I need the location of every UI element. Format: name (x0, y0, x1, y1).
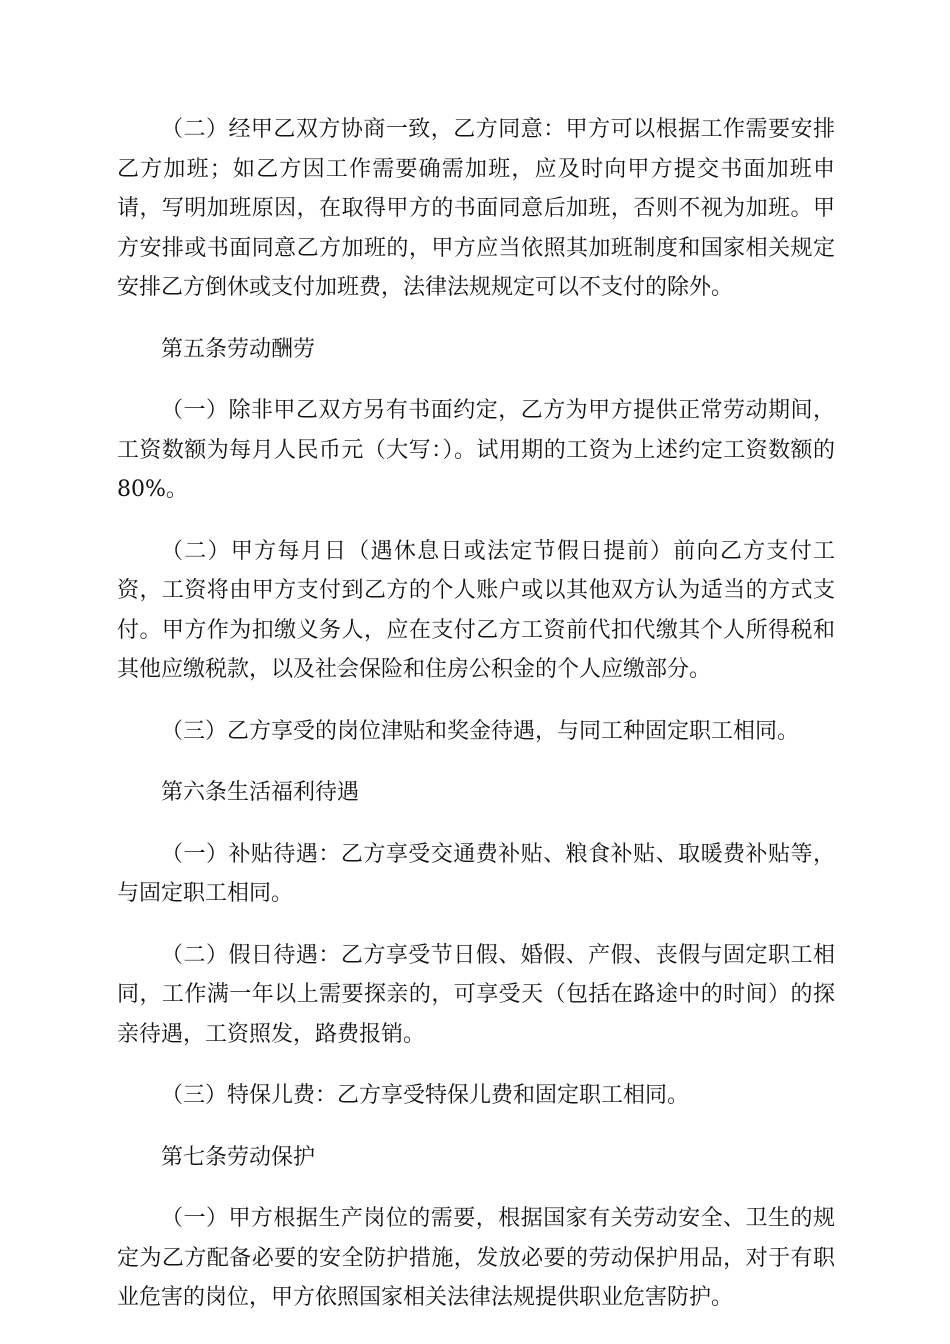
clause-paragraph-child-care: （三）特保儿费：乙方享受特保儿费和固定职工相同。 (161, 1083, 690, 1108)
clause-paragraph-holiday: （二）假日待遇：乙方享受节日假、婚假、产假、丧假与固定职工相同，工作满一年以上需要探亲的，可享受天（包括在路途中的时间）的探亲待遇，工资照发，路费报销。 (117, 942, 835, 1047)
article-6-heading: 第六条生活福利待遇 (161, 780, 360, 805)
clause-paragraph-wage-payment: （二）甲方每月日（遇休息日或法定节假日提前）前向乙方支付工资，工资将由甲方支付到乙方的个人账户或以其他双方认为适当的方式支付。甲方作为扣缴义务人，应在支付乙方工资前代扣代缴其个人所得税和其他应缴税款，以及社会保险和住房公积金的个人应缴部分。 (117, 538, 835, 682)
clause-paragraph-protection: （一）甲方根据生产岗位的需要，根据国家有关劳动安全、卫生的规定为乙方配备必要的安全防护措施，发放必要的劳动保护用品，对于有职业危害的岗位，甲方依照国家相关法律法规提供职业危害防护。 (117, 1206, 835, 1310)
clause-paragraph-subsidy: （一）补贴待遇：乙方享受交通费补贴、粮食补贴、取暖费补贴等，与固定职工相同。 (117, 841, 835, 906)
document-body (117, 110, 835, 1340)
article-5-heading: 第五条劳动酬劳 (161, 336, 316, 362)
clause-paragraph-overtime: （二）经甲乙双方协商一致，乙方同意：甲方可以根据工作需要安排乙方加班；如乙方因工作需要确需加班，应及时向甲方提交书面加班申请，写明加班原因，在取得甲方的书面同意后加班，否则不视为加班。甲方安排或书面同意乙方加班的，甲方应当依照其加班制度和国家相关规定安排乙方倒休或支付加班费，法律法规规定可以不支付的除外。 (117, 117, 835, 300)
clause-paragraph-wage-amount: （一）除非甲乙双方另有书面约定，乙方为甲方提供正常劳动期间，工资数额为每月人民币元（大写：）。试用期的工资为上述约定工资数额的 80%。 (117, 398, 835, 502)
article-7-heading: 第七条劳动保护 (161, 1144, 316, 1170)
clause-paragraph-allowance: （三）乙方享受的岗位津贴和奖金待遇，与同工种固定职工相同。 (161, 718, 800, 744)
